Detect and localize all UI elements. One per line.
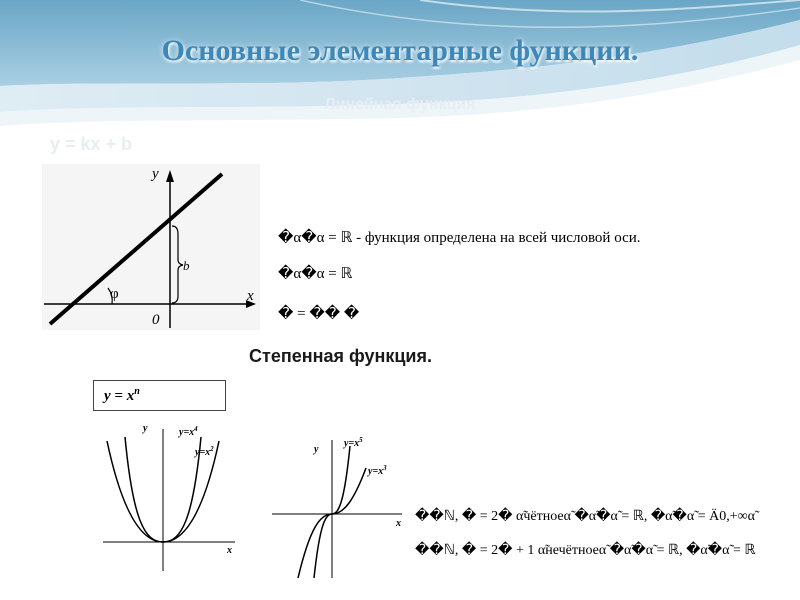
faint-subtitle: Линейная функция xyxy=(324,96,476,113)
even-x-label: x xyxy=(227,545,232,556)
faint-equation: y = kx + b xyxy=(50,134,133,154)
y-axis-arrow xyxy=(166,170,174,182)
linear-prop-domain: �α�α = ℝ - функция определена на всей числовой оси. xyxy=(278,230,641,246)
odd-x-label: x xyxy=(396,518,401,529)
power-formula xyxy=(104,386,140,405)
b-label: b xyxy=(183,258,190,273)
linear-function-line xyxy=(50,174,222,324)
odd-y-label: y xyxy=(314,444,319,455)
even-y-label: y xyxy=(143,423,148,434)
power-section-title: Степенная функция. xyxy=(249,346,433,366)
x-axis-label: x xyxy=(247,288,254,304)
power-formula-box xyxy=(93,380,226,411)
linear-graph xyxy=(42,164,260,330)
power-formula-exponent: n xyxy=(134,386,140,397)
curve-x3-label: $y=x^3$ xyxy=(368,464,387,477)
b-brace xyxy=(172,226,183,303)
curve-x4-label: $y=x^4$ xyxy=(179,425,198,438)
power-prop-even: ��ℕ, � = 2� α̃чётноеα̃ �α̃�α̃ = ℝ, �α̃�α̃ = Ä0,+∞α̃ xyxy=(415,509,755,524)
linear-prop-range: �α�α = ℝ xyxy=(278,266,353,282)
phi-label: φ xyxy=(110,286,119,302)
curve-x5-label: $y=x^5$ xyxy=(344,436,363,449)
power-prop-odd: ��ℕ, � = 2� + 1 α̃нечётноеα̃ �α̃�α̃ = ℝ, �α̃�α̃ = ℝ xyxy=(415,543,756,558)
odd-power-graph xyxy=(270,432,408,582)
even-power-graph xyxy=(93,411,253,583)
y-axis-label: y xyxy=(152,166,159,182)
curve-x2-label: $y=x^2$ xyxy=(195,445,214,458)
slide-title: Основные элементарные функции. xyxy=(161,34,639,67)
header-wave-background xyxy=(0,0,800,140)
power-formula-base: y = x xyxy=(104,388,135,404)
origin-label: 0 xyxy=(152,312,160,328)
linear-prop-slope: � = �� � xyxy=(278,306,360,322)
linear-graph-panel xyxy=(42,164,260,330)
